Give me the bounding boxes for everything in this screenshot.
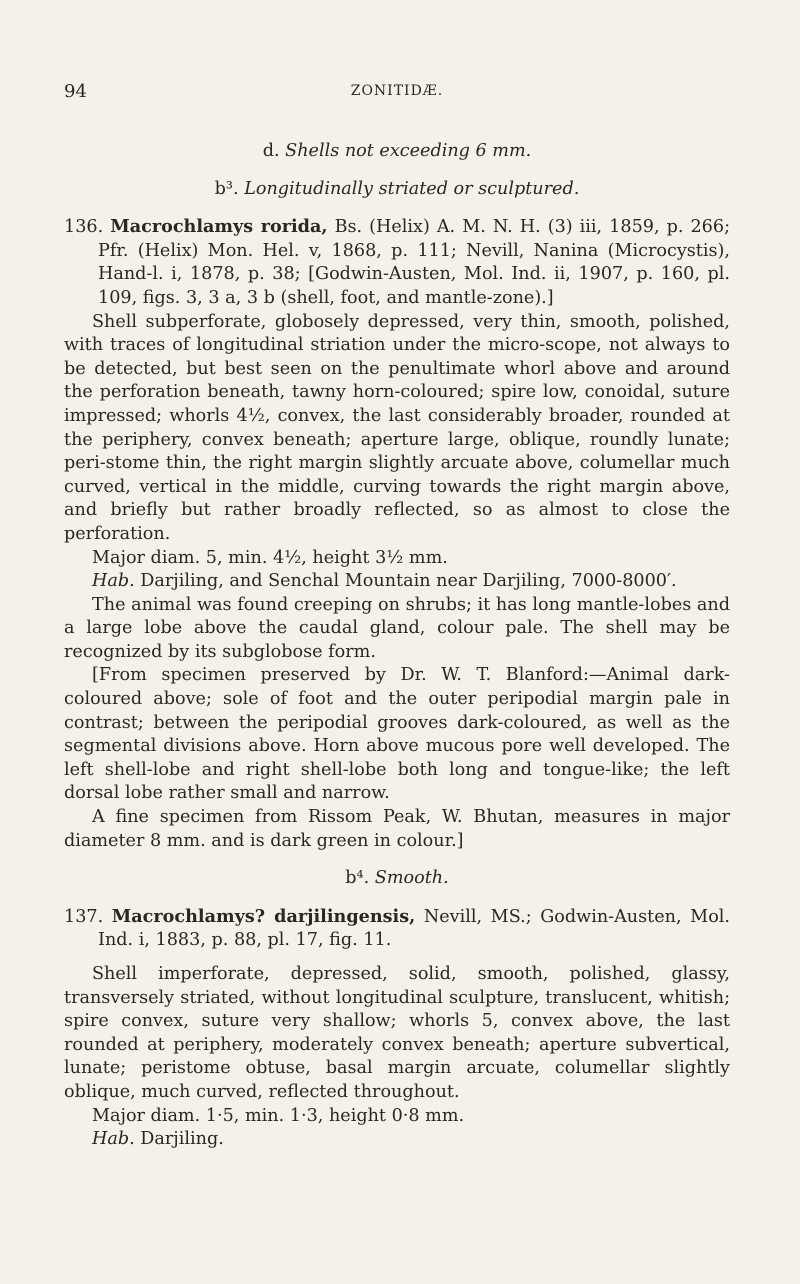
species-137-number: 137. (64, 906, 104, 927)
section-title-b4: Smooth. (374, 868, 449, 889)
page-content (64, 140, 730, 1152)
species-137-habitat (64, 1128, 730, 1152)
species-137-habitat-text: Darjiling. (140, 1129, 224, 1150)
species-136-habitat (64, 570, 730, 594)
section-heading-b4 (64, 867, 730, 891)
species-136-habitat-label: Hab. (92, 571, 135, 592)
section-label-d: d. (262, 141, 280, 161)
section-label-b4: b⁴. (345, 868, 370, 889)
section-heading-b3 (64, 178, 730, 202)
species-137-entry (64, 905, 730, 953)
section-title-b3: Longitudinally striated or sculptured. (244, 178, 580, 199)
page-number: 94 (64, 81, 87, 102)
running-head (64, 80, 730, 104)
species-136-entry (64, 215, 730, 310)
species-137-dimensions: Major diam. 1·5, min. 1·3, height 0·8 mm. (92, 1105, 465, 1126)
species-137-description: Shell imperforate, depressed, solid, smooth, polished, glassy, transversely striated, without longitudinal sculpture, translucent, whitish; spire convex, suture very shallow; whorls 5, convex above, the last rounded at periphery, moderately convex beneath; aperture subvertical, lunate; peristome obtuse, basal margin arcuate, columellar slightly oblique, much curved, reflected throughout. (64, 964, 730, 1102)
section-title-d: Shells not exceeding 6 mm. (285, 141, 532, 161)
species-137-name: Macrochlamys? darjilingensis, (111, 905, 416, 927)
species-136-synonymy: Bs. (Helix) A. M. N. H. (3) iii, 1859, p. 266; Pfr. (Helix) Mon. Hel. v, 1868, p. 111; Nevill, Nanina (Microcystis), Hand-l. i, 1878, p. 38; [Godwin-Austen, Mol. Ind. ii, 1907, p. 160, pl. 109, figs. 3, 3 a, 3 b (shell, foot, and mantle-zone).] (98, 217, 730, 308)
species-136-dimensions: Major diam. 5, min. 4½, height 3½ mm. (92, 547, 448, 568)
section-label-b3: b³. (214, 178, 239, 199)
species-136-blanford-note: [From specimen preserved by Dr. W. T. Blanford:—Animal dark-coloured above; sole of foot and the outer peripodial margin pale in contrast; between the peripodial grooves dark-coloured, as well as the segmental divisions above. Horn above mucous pore well developed. The left shell-lobe and right shell-lobe both long and tongue-like; the left dorsal lobe rather small and narrow. (64, 665, 730, 804)
species-136-animal: The animal was found creeping on shrubs; it has long mantle-lobes and a large lobe above the caudal gland, colour pale. The shell may be recognized by its subglobose form. (64, 594, 730, 662)
species-136-habitat-text: Darjiling, and Senchal Mountain near Darjiling, 7000-8000′. (140, 571, 677, 592)
section-heading-d (64, 140, 730, 164)
species-137-synonymy: Nevill, MS.; Godwin-Austen, Mol. Ind. i, 1883, p. 88, pl. 17, fig. 11. (98, 906, 731, 951)
species-136-description: Shell subperforate, globosely depressed, very thin, smooth, polished, with traces of longitudinal striation under the micro-scope, not always to be detected, but best seen on the penultimate whorl above and around the perforation beneath, tawny horn-coloured; spire low, conoidal, suture impressed; whorls 4½, convex, the last considerably broader, rounded at the periphery, convex beneath; aperture large, oblique, roundly lunate; peri-stome thin, the right margin slightly arcuate above, columellar much curved, vertical in the middle, curving towards the right margin above, and briefly but rather broadly reflected, so as almost to close the perforation. (64, 311, 730, 544)
species-136-rissom-note: A fine specimen from Rissom Peak, W. Bhutan, measures in major diameter 8 mm. and is dark green in colour.] (64, 807, 730, 851)
species-136-name: Macrochlamys rorida, (110, 216, 328, 238)
running-title: ZONITIDÆ. (350, 83, 444, 99)
species-137-habitat-label: Hab. (92, 1129, 135, 1150)
species-136-number: 136. (64, 217, 104, 238)
